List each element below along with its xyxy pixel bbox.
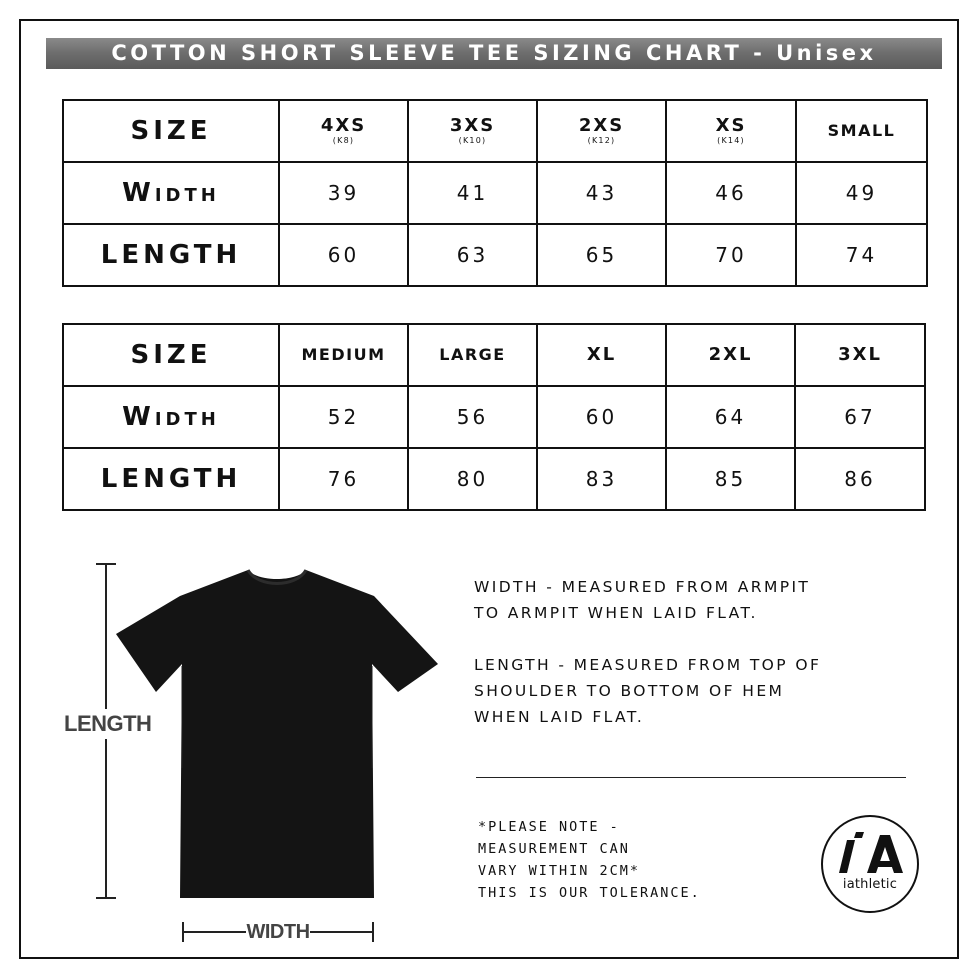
row-label-size: SIZE — [63, 100, 279, 162]
size-name: 4XS — [320, 115, 367, 136]
length-value: 70 — [666, 224, 796, 286]
width-value: 46 — [666, 162, 796, 224]
length-value: 60 — [279, 224, 408, 286]
size-header-cell — [537, 100, 666, 162]
size-name: 2XS — [578, 115, 625, 136]
length-value: 85 — [666, 448, 795, 510]
length-value: 83 — [537, 448, 666, 510]
note-line: MEASUREMENT CAN — [478, 841, 630, 857]
length-value: 86 — [795, 448, 925, 510]
row-label-width: Width — [63, 386, 279, 448]
size-kids-equivalent: (K8) — [332, 136, 355, 145]
table-row-length — [63, 224, 927, 286]
size-kids-equivalent: (K14) — [717, 136, 745, 145]
size-name: 2XL — [708, 344, 753, 365]
brand-logo — [821, 815, 919, 913]
width-value: 43 — [537, 162, 666, 224]
size-name: 3XL — [838, 344, 882, 365]
size-kids-equivalent: (K10) — [458, 136, 487, 145]
size-header-cell — [666, 324, 795, 386]
tshirt-body — [116, 570, 438, 898]
size-name: XL — [586, 344, 617, 365]
length-value: 65 — [537, 224, 666, 286]
size-name: 3XS — [449, 115, 496, 136]
description-line: SHOULDER TO BOTTOM OF HEM — [474, 682, 785, 700]
size-table-2 — [62, 323, 926, 511]
table-row-width — [63, 162, 927, 224]
table-row-size — [63, 100, 927, 162]
width-value: 39 — [279, 162, 408, 224]
logo-wordmark: iathletic — [842, 877, 898, 892]
description-line: WIDTH - MEASURED FROM ARMPIT — [474, 578, 811, 596]
size-name: XS — [715, 115, 747, 136]
table-row-width — [63, 386, 925, 448]
note-line: THIS IS OUR TOLERANCE. — [478, 885, 701, 901]
length-value: 63 — [408, 224, 537, 286]
tshirt-icon — [112, 568, 442, 900]
width-value: 56 — [408, 386, 537, 448]
width-value: 64 — [666, 386, 795, 448]
note-line: VARY WITHIN 2CM* — [478, 863, 641, 879]
size-name: LARGE — [439, 345, 506, 364]
tolerance-note — [478, 816, 798, 904]
length-value: 76 — [279, 448, 408, 510]
size-header-cell — [408, 324, 537, 386]
row-label-length: LENGTH — [63, 448, 279, 510]
length-value: 74 — [796, 224, 927, 286]
width-value: 52 — [279, 386, 408, 448]
size-header-cell — [408, 100, 537, 162]
size-header-cell — [537, 324, 666, 386]
note-line: *PLEASE NOTE - — [478, 819, 620, 835]
size-kids-equivalent: (K12) — [587, 136, 616, 145]
size-header-cell — [796, 100, 927, 162]
width-description — [474, 574, 944, 626]
size-name: MEDIUM — [301, 345, 386, 364]
divider — [476, 777, 906, 778]
length-label: LENGTH — [64, 709, 146, 739]
width-value: 49 — [796, 162, 927, 224]
size-header-cell — [666, 100, 796, 162]
description-line: WHEN LAID FLAT. — [474, 708, 645, 726]
chart-title-banner: COTTON SHORT SLEEVE TEE SIZING CHART - Unisex — [46, 38, 942, 69]
width-value: 67 — [795, 386, 925, 448]
size-header-cell — [279, 324, 408, 386]
table-row-length — [63, 448, 925, 510]
size-header-cell — [279, 100, 408, 162]
ia-logo-mark-icon — [823, 817, 917, 877]
size-table-1 — [62, 99, 928, 287]
length-value: 80 — [408, 448, 537, 510]
width-value: 41 — [408, 162, 537, 224]
description-line: TO ARMPIT WHEN LAID FLAT. — [474, 604, 758, 622]
size-name: SMALL — [827, 121, 896, 140]
size-header-cell — [795, 324, 925, 386]
row-label-size: SIZE — [63, 324, 279, 386]
width-value: 60 — [537, 386, 666, 448]
width-label: WIDTH — [246, 921, 310, 943]
row-label-length: LENGTH — [63, 224, 279, 286]
description-line: LENGTH - MEASURED FROM TOP OF — [474, 656, 822, 674]
length-description — [474, 652, 944, 730]
table-row-size — [63, 324, 925, 386]
row-label-width: Width — [63, 162, 279, 224]
